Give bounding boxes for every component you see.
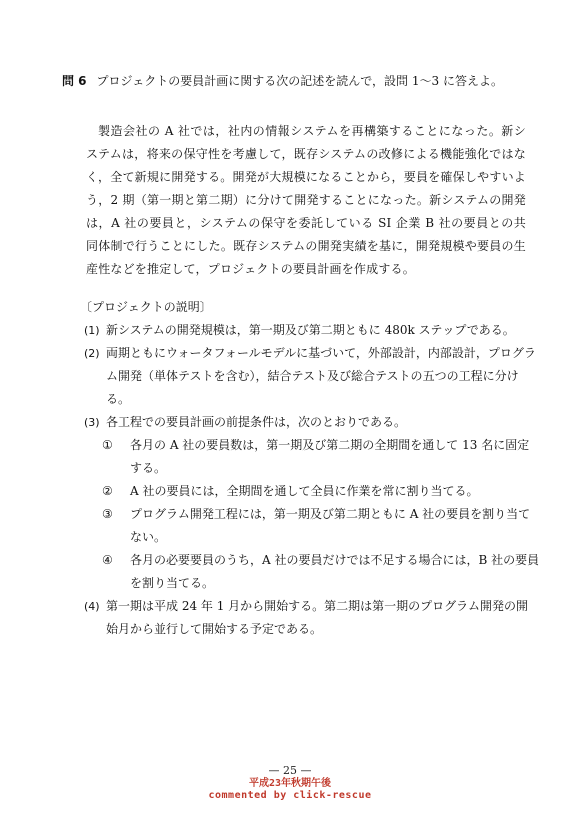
item-marker: (2) <box>84 347 100 360</box>
item-text: 新システムの開発規模は，第一期及び第二期ともに 480k ステップである。 <box>106 323 515 337</box>
intro-paragraph: 製造会社の A 社では，社内の情報システムを再構築することになった。新システムは，将来の保守性を考慮して，既存システムの改修による機能強化ではなく，全て新規に開発する。開発が大規模になることから，要員を確保しやすいよう，2 期（第一期と第二期）に分けて開発することになった。新システムの開発は，A 社の要員と，システムの保守を委託している SI 企業 B 社の要員との共同体制で行うことにした。既存システムの開発実績を基に，開発規模や要員の生産性などを推定して，プロジェクトの要員計画を作成する。 <box>86 124 526 276</box>
credit-stamp: commented by click-rescue <box>208 790 372 801</box>
sub-item-text: 各月の必要要員のうち，A 社の要員だけでは不足する場合には，B 社の要員を割り当てる。 <box>130 553 540 590</box>
sub-item-marker: ④ <box>102 553 113 567</box>
sub-list-item <box>102 480 540 503</box>
page-footer <box>0 764 580 802</box>
sub-item-marker: ② <box>102 484 113 498</box>
intro-block <box>86 120 526 281</box>
page-number: — 25 — <box>268 764 312 777</box>
sub-item-marker: ① <box>102 438 113 452</box>
sub-list-item <box>102 549 540 595</box>
item-marker: (1) <box>84 324 100 337</box>
question-header <box>62 72 562 90</box>
sub-item-text: プログラム開発工程には，第一期及び第二期ともに A 社の要員を割り当てない。 <box>130 507 531 544</box>
item-text: 第一期は平成 24 年 1 月から開始する。第二期は第一期のプログラム開発の開始月から並行して開始する予定である。 <box>106 599 529 636</box>
item-marker: (3) <box>84 416 100 429</box>
list-item <box>80 342 540 411</box>
sub-item-marker: ③ <box>102 507 113 521</box>
question-number: 問 6 <box>62 74 87 88</box>
sub-item-text: A 社の要員には，全期間を通して全員に作業を常に割り当てる。 <box>130 484 479 498</box>
sub-list-item <box>102 503 540 549</box>
list-item <box>80 411 540 434</box>
question-prompt: プロジェクトの要員計画に関する次の記述を読んで，設問 1～3 に答えよ。 <box>96 74 503 88</box>
section-title: 〔プロジェクトの説明〕 <box>80 300 212 314</box>
list-item <box>80 319 540 342</box>
item-marker: (4) <box>84 600 100 613</box>
sub-list-item <box>102 434 540 480</box>
item-text: 両期ともにウォータフォールモデルに基づいて，外部設計，内部設計，プログラム開発（単体テストを含む），結合テスト及び総合テストの五つの工程に分ける。 <box>106 346 536 406</box>
project-description <box>80 296 540 641</box>
exam-session-stamp: 平成23年秋期午後 <box>248 778 332 789</box>
item-text: 各工程での要員計画の前提条件は，次のとおりである。 <box>106 415 407 429</box>
sub-item-text: 各月の A 社の要員数は，第一期及び第二期の全期間を通して 13 名に固定する。 <box>130 438 530 475</box>
list-item <box>80 595 540 641</box>
